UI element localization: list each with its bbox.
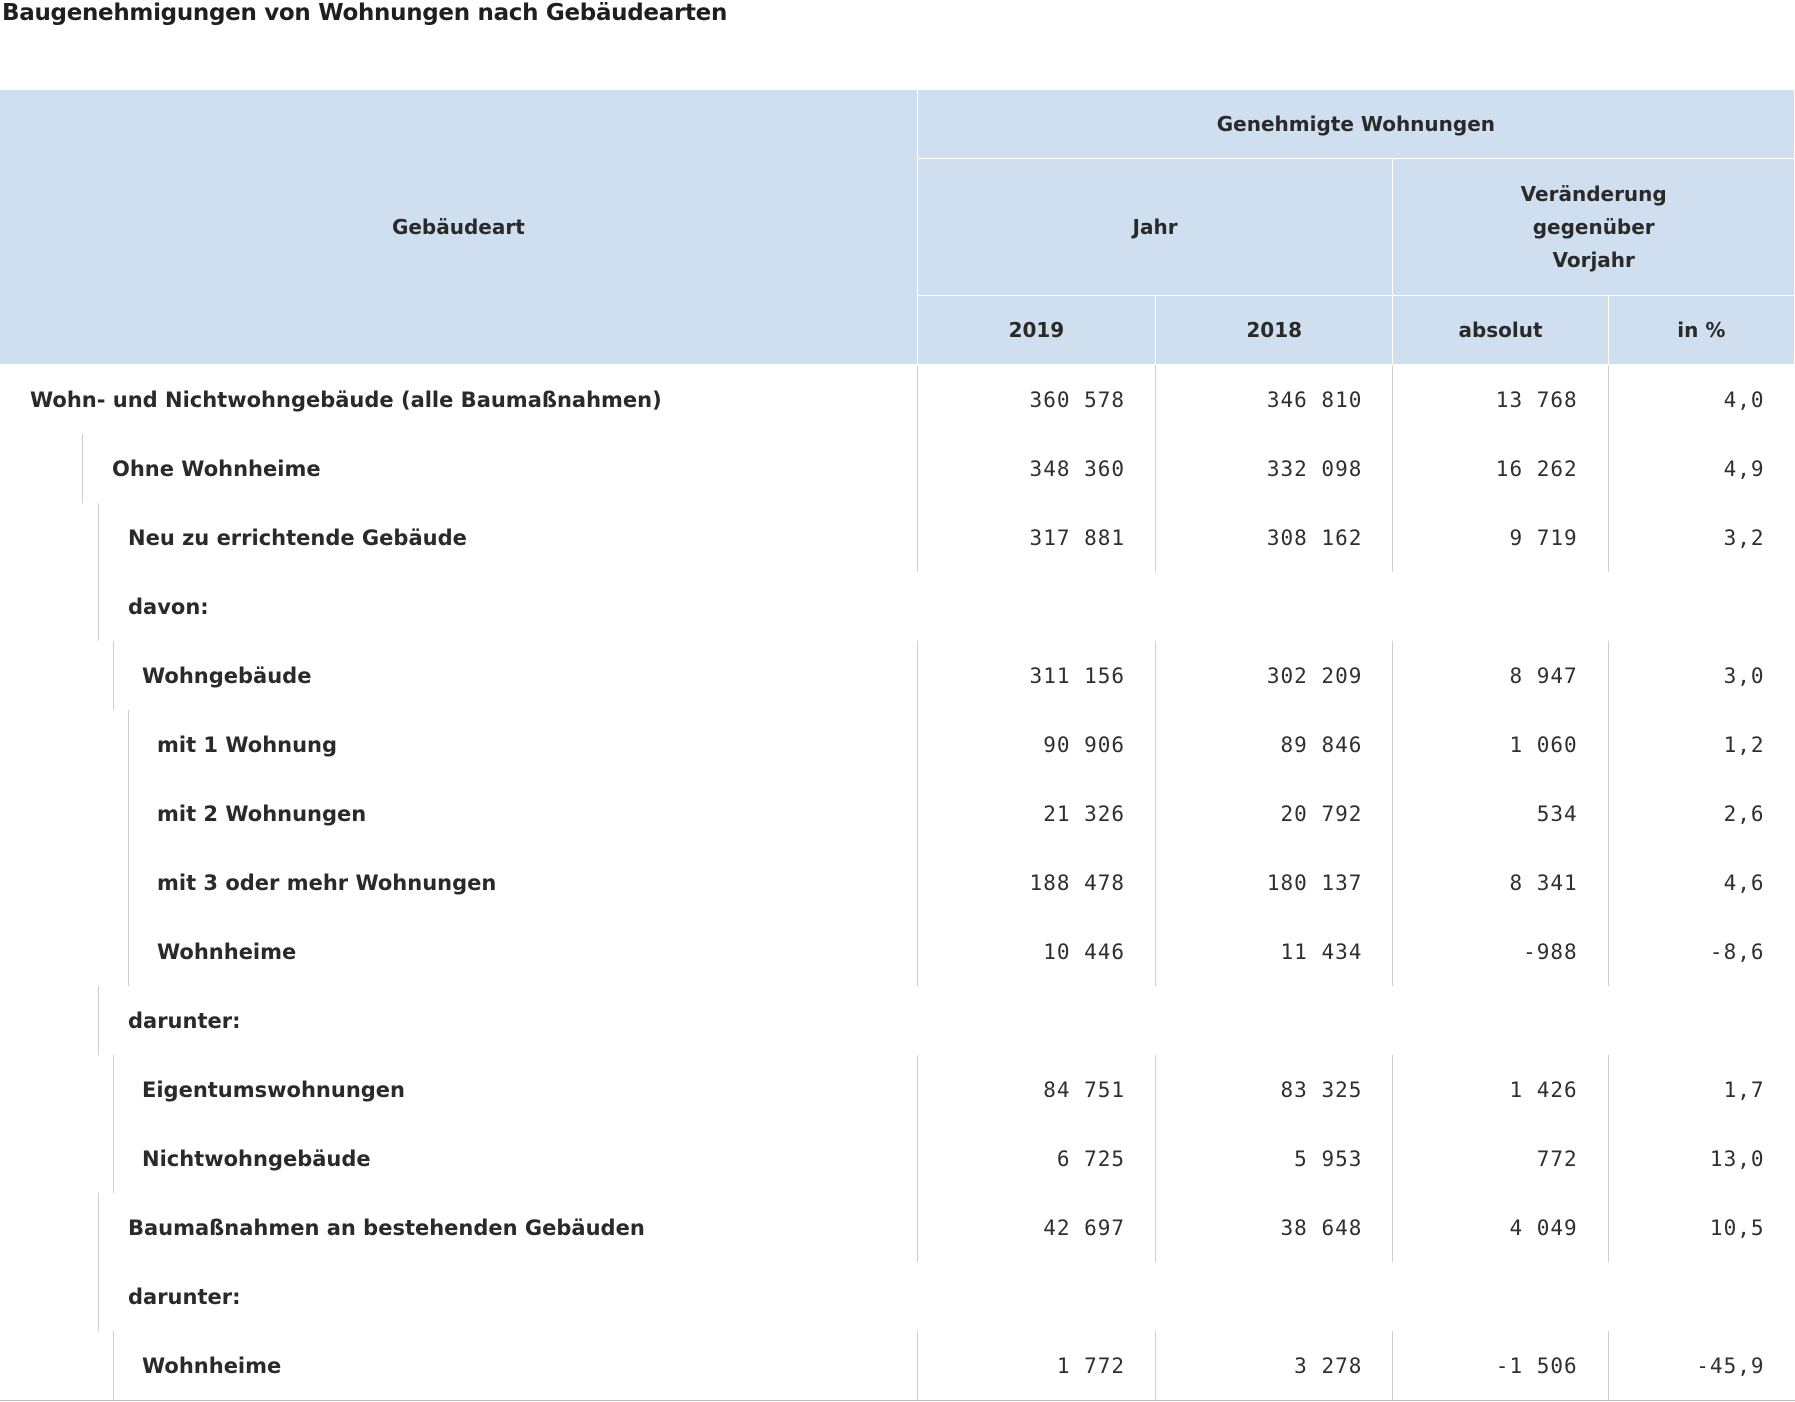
cell-2018: 89 846 <box>1156 710 1393 779</box>
cell-absolut: 16 262 <box>1393 434 1608 503</box>
indent-line <box>128 710 129 779</box>
row-label-text: Ohne Wohnheime <box>112 456 321 481</box>
cell-empty <box>1608 572 1794 641</box>
indent-line <box>82 434 83 503</box>
cell-prozent: 1,2 <box>1608 710 1794 779</box>
cell-2018: 11 434 <box>1156 917 1393 986</box>
cell-absolut: -1 506 <box>1393 1331 1608 1401</box>
cell-2019: 311 156 <box>917 641 1155 710</box>
row-label <box>0 1262 917 1331</box>
row-label-text: Wohnheime <box>157 939 297 964</box>
indent-line <box>128 779 129 848</box>
indent-line <box>113 1331 114 1400</box>
cell-absolut: 534 <box>1393 779 1608 848</box>
cell-2018: 302 209 <box>1156 641 1393 710</box>
row-label <box>0 1124 917 1193</box>
cell-prozent: 1,7 <box>1608 1055 1794 1124</box>
cell-empty <box>1393 1262 1608 1331</box>
table-row <box>0 365 1795 435</box>
indent-line <box>113 641 114 710</box>
table-header <box>0 90 1795 365</box>
cell-prozent: 4,6 <box>1608 848 1794 917</box>
table-row <box>0 1193 1795 1262</box>
cell-2018: 332 098 <box>1156 434 1393 503</box>
page-title: Baugenehmigungen von Wohnungen nach Gebäudearten <box>2 0 728 26</box>
row-label-text: davon: <box>128 594 209 619</box>
indent-line <box>113 1055 114 1124</box>
row-label <box>0 365 917 435</box>
table-row <box>0 434 1795 503</box>
cell-2018: 180 137 <box>1156 848 1393 917</box>
indent-line <box>98 503 99 572</box>
cell-2018: 83 325 <box>1156 1055 1393 1124</box>
cell-absolut: 13 768 <box>1393 365 1608 435</box>
cell-prozent: 2,6 <box>1608 779 1794 848</box>
cell-empty <box>1156 1262 1393 1331</box>
cell-empty <box>1393 572 1608 641</box>
row-label-text: Baumaßnahmen an bestehenden Gebäuden <box>128 1215 645 1240</box>
column-group-jahr: Jahr <box>917 159 1393 296</box>
column-header-prozent: in % <box>1608 296 1794 365</box>
cell-absolut: 9 719 <box>1393 503 1608 572</box>
cell-prozent: 3,0 <box>1608 641 1794 710</box>
row-label <box>0 1331 917 1401</box>
row-label <box>0 779 917 848</box>
cell-absolut: 8 341 <box>1393 848 1608 917</box>
cell-2018: 346 810 <box>1156 365 1393 435</box>
row-label-text: Eigentumswohnungen <box>142 1077 405 1102</box>
table-row <box>0 1124 1795 1193</box>
indent-line <box>98 1262 99 1331</box>
cell-empty <box>1156 986 1393 1055</box>
cell-2018: 5 953 <box>1156 1124 1393 1193</box>
cell-empty <box>1156 572 1393 641</box>
indent-line <box>98 572 99 641</box>
cell-2018: 3 278 <box>1156 1331 1393 1401</box>
row-label-text: Wohnheime <box>142 1353 282 1378</box>
row-label-text: mit 2 Wohnungen <box>157 801 367 826</box>
table-row <box>0 503 1795 572</box>
cell-absolut: 1 060 <box>1393 710 1608 779</box>
row-label-text: Wohn- und Nichtwohngebäude (alle Baumaßnahmen) <box>30 387 662 412</box>
cell-prozent: 13,0 <box>1608 1124 1794 1193</box>
cell-empty <box>1608 986 1794 1055</box>
cell-empty <box>917 572 1155 641</box>
indent-line <box>128 848 129 917</box>
cell-2019: 42 697 <box>917 1193 1155 1262</box>
row-label-text: darunter: <box>128 1008 241 1033</box>
cell-2019: 90 906 <box>917 710 1155 779</box>
cell-prozent: -8,6 <box>1608 917 1794 986</box>
row-label-text: mit 3 oder mehr Wohnungen <box>157 870 497 895</box>
table-row <box>0 848 1795 917</box>
row-label <box>0 503 917 572</box>
cell-2018: 20 792 <box>1156 779 1393 848</box>
cell-absolut: 8 947 <box>1393 641 1608 710</box>
table-row <box>0 1262 1795 1331</box>
row-label <box>0 710 917 779</box>
table-row <box>0 779 1795 848</box>
cell-2019: 10 446 <box>917 917 1155 986</box>
row-label-text: Nichtwohngebäude <box>142 1146 371 1171</box>
indent-line <box>113 1124 114 1193</box>
column-header-2018: 2018 <box>1156 296 1393 365</box>
cell-prozent: -45,9 <box>1608 1331 1794 1401</box>
cell-absolut: 1 426 <box>1393 1055 1608 1124</box>
row-label-text: Neu zu errichtende Gebäude <box>128 525 467 550</box>
cell-prozent: 4,9 <box>1608 434 1794 503</box>
column-header-absolut: absolut <box>1393 296 1608 365</box>
table-row <box>0 986 1795 1055</box>
data-table <box>0 89 1795 1401</box>
table-row <box>0 572 1795 641</box>
cell-prozent: 10,5 <box>1608 1193 1794 1262</box>
column-header-gebaeudeart: Gebäudeart <box>0 90 917 365</box>
column-group-veraenderung <box>1393 159 1795 296</box>
veraenderung-line-2: gegenüber <box>1532 214 1655 239</box>
cell-prozent: 3,2 <box>1608 503 1794 572</box>
cell-empty <box>917 1262 1155 1331</box>
cell-prozent: 4,0 <box>1608 365 1794 435</box>
row-label <box>0 986 917 1055</box>
table-row <box>0 641 1795 710</box>
row-label <box>0 434 917 503</box>
row-label <box>0 572 917 641</box>
veraenderung-line-3: Vorjahr <box>1552 247 1635 272</box>
column-group-genehmigte-wohnungen: Genehmigte Wohnungen <box>917 90 1794 159</box>
indent-line <box>128 917 129 986</box>
cell-absolut: 772 <box>1393 1124 1608 1193</box>
table-row <box>0 917 1795 986</box>
cell-2018: 38 648 <box>1156 1193 1393 1262</box>
table-row <box>0 1331 1795 1401</box>
indent-line <box>98 1193 99 1262</box>
row-label <box>0 848 917 917</box>
table-row <box>0 710 1795 779</box>
cell-2019: 21 326 <box>917 779 1155 848</box>
indent-line <box>98 986 99 1055</box>
cell-2019: 317 881 <box>917 503 1155 572</box>
row-label <box>0 1055 917 1124</box>
row-label <box>0 1193 917 1262</box>
cell-empty <box>1608 1262 1794 1331</box>
cell-2019: 348 360 <box>917 434 1155 503</box>
cell-2019: 84 751 <box>917 1055 1155 1124</box>
cell-2019: 360 578 <box>917 365 1155 435</box>
column-header-2019: 2019 <box>917 296 1155 365</box>
row-label <box>0 641 917 710</box>
cell-2019: 188 478 <box>917 848 1155 917</box>
table-row <box>0 1055 1795 1124</box>
row-label-text: mit 1 Wohnung <box>157 732 338 757</box>
veraenderung-line-1: Veränderung <box>1520 181 1667 206</box>
cell-2019: 6 725 <box>917 1124 1155 1193</box>
cell-2019: 1 772 <box>917 1331 1155 1401</box>
cell-2018: 308 162 <box>1156 503 1393 572</box>
cell-absolut: -988 <box>1393 917 1608 986</box>
cell-absolut: 4 049 <box>1393 1193 1608 1262</box>
table-body <box>0 365 1795 1401</box>
row-label-text: Wohngebäude <box>142 663 312 688</box>
cell-empty <box>917 986 1155 1055</box>
cell-empty <box>1393 986 1608 1055</box>
row-label <box>0 917 917 986</box>
row-label-text: darunter: <box>128 1284 241 1309</box>
